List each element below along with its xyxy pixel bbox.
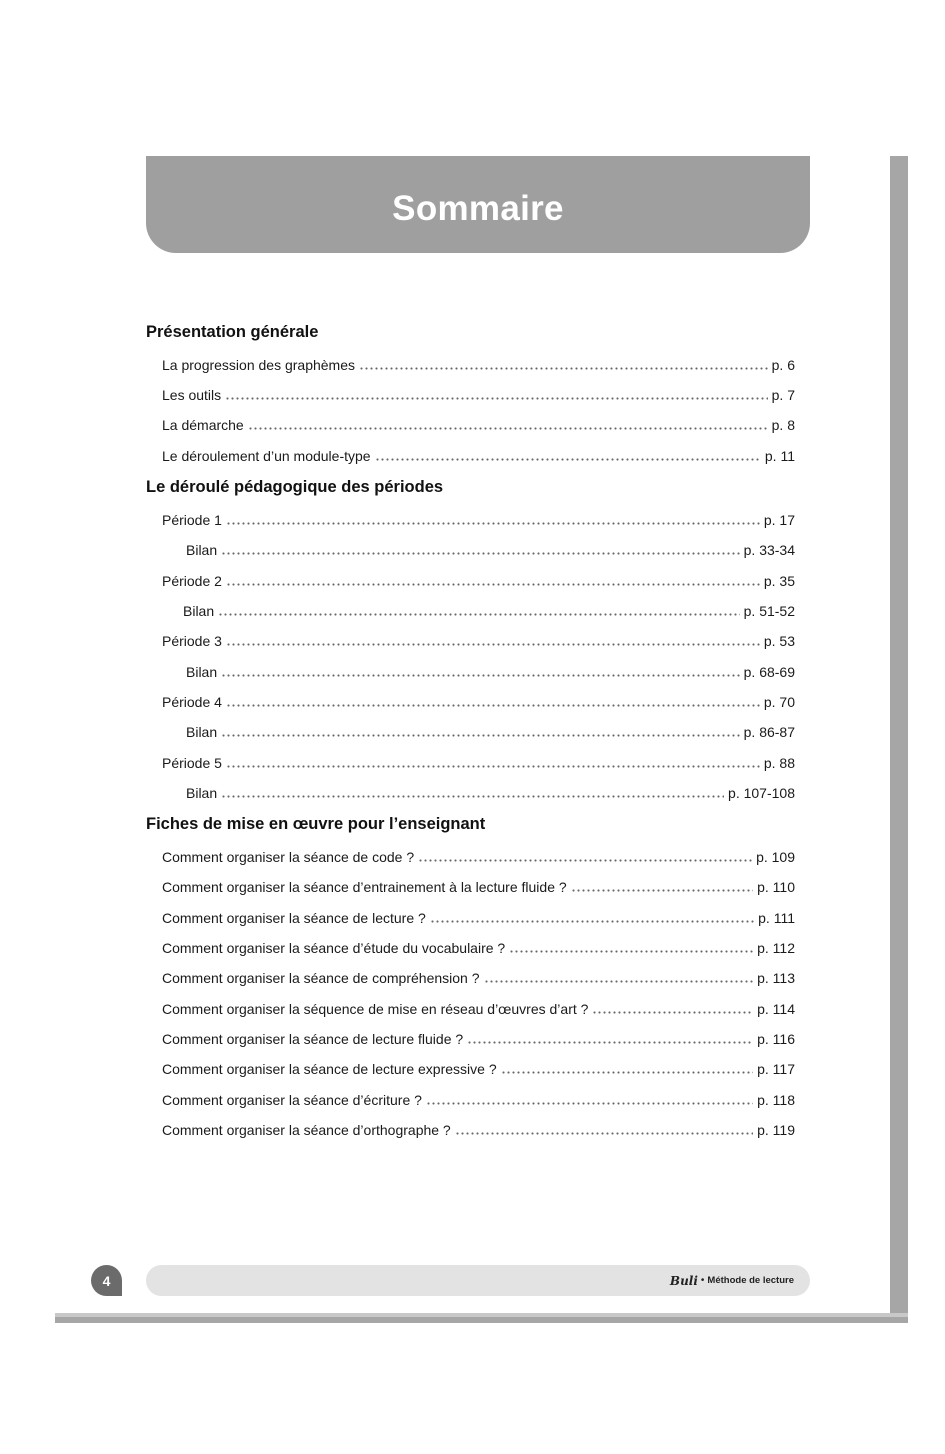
toc-entry[interactable] [162, 1030, 795, 1048]
toc-entry[interactable] [162, 447, 795, 465]
toc-dot-leader [359, 367, 768, 370]
toc-entry[interactable] [162, 386, 795, 404]
toc-entry-page: p. 110 [757, 879, 795, 895]
toc-entry-page: p. 35 [763, 573, 795, 589]
toc-entry-label: Comment organiser la séance d’étude du vocabulaire ? [162, 940, 506, 956]
toc-entry[interactable] [162, 572, 795, 590]
toc-entry-label: Bilan [186, 542, 218, 558]
toc-entry-label: Le déroulement d’un module-type [162, 448, 371, 464]
toc-entry[interactable] [162, 939, 795, 957]
toc-entry-page: p. 86-87 [743, 724, 795, 740]
toc-dot-leader [248, 427, 768, 430]
toc-dot-leader [221, 674, 739, 677]
toc-entry-label: Comment organiser la séance de compréhension ? [162, 970, 480, 986]
toc-entry[interactable] [186, 541, 795, 559]
toc-dot-leader [225, 397, 767, 400]
toc-entry-label: Bilan [186, 724, 218, 740]
toc-entry-page: p. 118 [757, 1092, 795, 1108]
toc-entry-page: p. 8 [771, 417, 795, 433]
section-title-fiches: Fiches de mise en œuvre pour l’enseignant [146, 815, 486, 833]
toc-entry[interactable] [186, 723, 795, 741]
toc-dot-leader [509, 950, 753, 953]
footer-book-title: Méthode de lecture [707, 1275, 794, 1286]
toc-dot-leader [226, 522, 760, 525]
brand-logo: Buli [669, 1273, 698, 1288]
toc-entry-page: p. 17 [763, 512, 795, 528]
toc-entry-label: Bilan [186, 664, 218, 680]
toc-entry-page: p. 116 [757, 1031, 795, 1047]
toc-entry[interactable] [162, 356, 795, 374]
toc-dot-leader [221, 795, 724, 798]
footer-bar [146, 1265, 810, 1296]
toc-entry-page: p. 33-34 [743, 542, 795, 558]
toc-entry-label: Bilan [186, 785, 218, 801]
toc-entry-label: La démarche [162, 417, 244, 433]
toc-entry-page: p. 119 [757, 1122, 795, 1138]
toc-entry[interactable] [162, 1091, 795, 1109]
toc-entry-page: p. 88 [763, 755, 795, 771]
toc-dot-leader [426, 1102, 753, 1105]
toc-entry[interactable] [162, 878, 795, 896]
toc-dot-leader [226, 765, 760, 768]
toc-dot-leader [226, 643, 760, 646]
toc-entry[interactable] [162, 909, 795, 927]
toc-dot-leader [375, 458, 761, 461]
toc-entry[interactable] [162, 511, 795, 529]
toc-entry[interactable] [162, 1121, 795, 1139]
page-edge-shadow-right [890, 156, 908, 1314]
toc-entry[interactable] [162, 416, 795, 434]
toc-entry-page: p. 109 [756, 849, 795, 865]
toc-dot-leader [484, 980, 754, 983]
toc-entry-page: p. 68-69 [743, 664, 795, 680]
toc-entry-label: Comment organiser la séance d’entrainement à la lecture fluide ? [162, 879, 567, 895]
section-title-presentation: Présentation générale [146, 323, 319, 341]
header-banner [146, 156, 810, 253]
toc-entry-page: p. 51-52 [743, 603, 795, 619]
toc-dot-leader [221, 552, 739, 555]
toc-entry[interactable] [162, 754, 795, 772]
toc-entry-label: Comment organiser la séance de lecture ? [162, 910, 426, 926]
page-title: Sommaire [392, 188, 564, 228]
toc-entry-label: Comment organiser la séance de code ? [162, 849, 415, 865]
toc-entry-label: Les outils [162, 387, 222, 403]
toc-dot-leader [418, 859, 752, 862]
toc-entry-label: Période 2 [162, 573, 222, 589]
toc-entry-page: p. 53 [763, 633, 795, 649]
toc-dot-leader [430, 920, 754, 923]
toc-entry[interactable] [186, 663, 795, 681]
toc-entry-page: p. 112 [757, 940, 795, 956]
toc-dot-leader [455, 1132, 753, 1135]
page-edge-shadow-bottom [55, 1313, 908, 1323]
toc-entry-page: p. 6 [771, 357, 795, 373]
toc-entry-label: Comment organiser la séance d’écriture ? [162, 1092, 422, 1108]
toc-dot-leader [592, 1011, 753, 1014]
toc-entry-page: p. 114 [757, 1001, 795, 1017]
toc-dot-leader [226, 704, 760, 707]
toc-entry-label: Comment organiser la séance de lecture expressive ? [162, 1061, 497, 1077]
toc-entry-page: p. 107-108 [728, 785, 795, 801]
toc-entry-label: Période 3 [162, 633, 222, 649]
toc-dot-leader [571, 889, 753, 892]
toc-entry-label: Bilan [183, 603, 215, 619]
toc-entry[interactable] [162, 632, 795, 650]
toc-entry[interactable] [162, 1000, 795, 1018]
toc-dot-leader [221, 734, 739, 737]
toc-entry[interactable] [162, 693, 795, 711]
toc-entry-label: Comment organiser la séance d’orthographe ? [162, 1122, 451, 1138]
toc-entry-label: Période 4 [162, 694, 222, 710]
toc-dot-leader [226, 583, 760, 586]
toc-entry-page: p. 70 [763, 694, 795, 710]
toc-entry-label: Comment organiser la séquence de mise en réseau d’œuvres d’art ? [162, 1001, 589, 1017]
footer-separator: • [700, 1275, 705, 1286]
toc-entry-page: p. 111 [758, 910, 795, 926]
toc-dot-leader [467, 1041, 753, 1044]
toc-entry[interactable] [183, 602, 795, 620]
toc-entry[interactable] [162, 1060, 795, 1078]
toc-entry-label: La progression des graphèmes [162, 357, 356, 373]
toc-entry[interactable] [162, 969, 795, 987]
page-number-badge [91, 1265, 122, 1296]
toc-entry[interactable] [186, 784, 795, 802]
toc-entry-label: Comment organiser la séance de lecture fluide ? [162, 1031, 464, 1047]
toc-dot-leader [501, 1071, 753, 1074]
toc-entry-label: Période 5 [162, 755, 222, 771]
page-number: 4 [102, 1272, 111, 1289]
toc-entry-page: p. 11 [764, 448, 795, 464]
toc-entry-page: p. 117 [757, 1061, 795, 1077]
section-title-periodes: Le déroulé pédagogique des périodes [146, 478, 444, 496]
toc-entry-label: Période 1 [162, 512, 222, 528]
toc-dot-leader [218, 613, 739, 616]
toc-entry[interactable] [162, 848, 795, 866]
toc-entry-page: p. 7 [771, 387, 795, 403]
toc-entry-page: p. 113 [757, 970, 795, 986]
